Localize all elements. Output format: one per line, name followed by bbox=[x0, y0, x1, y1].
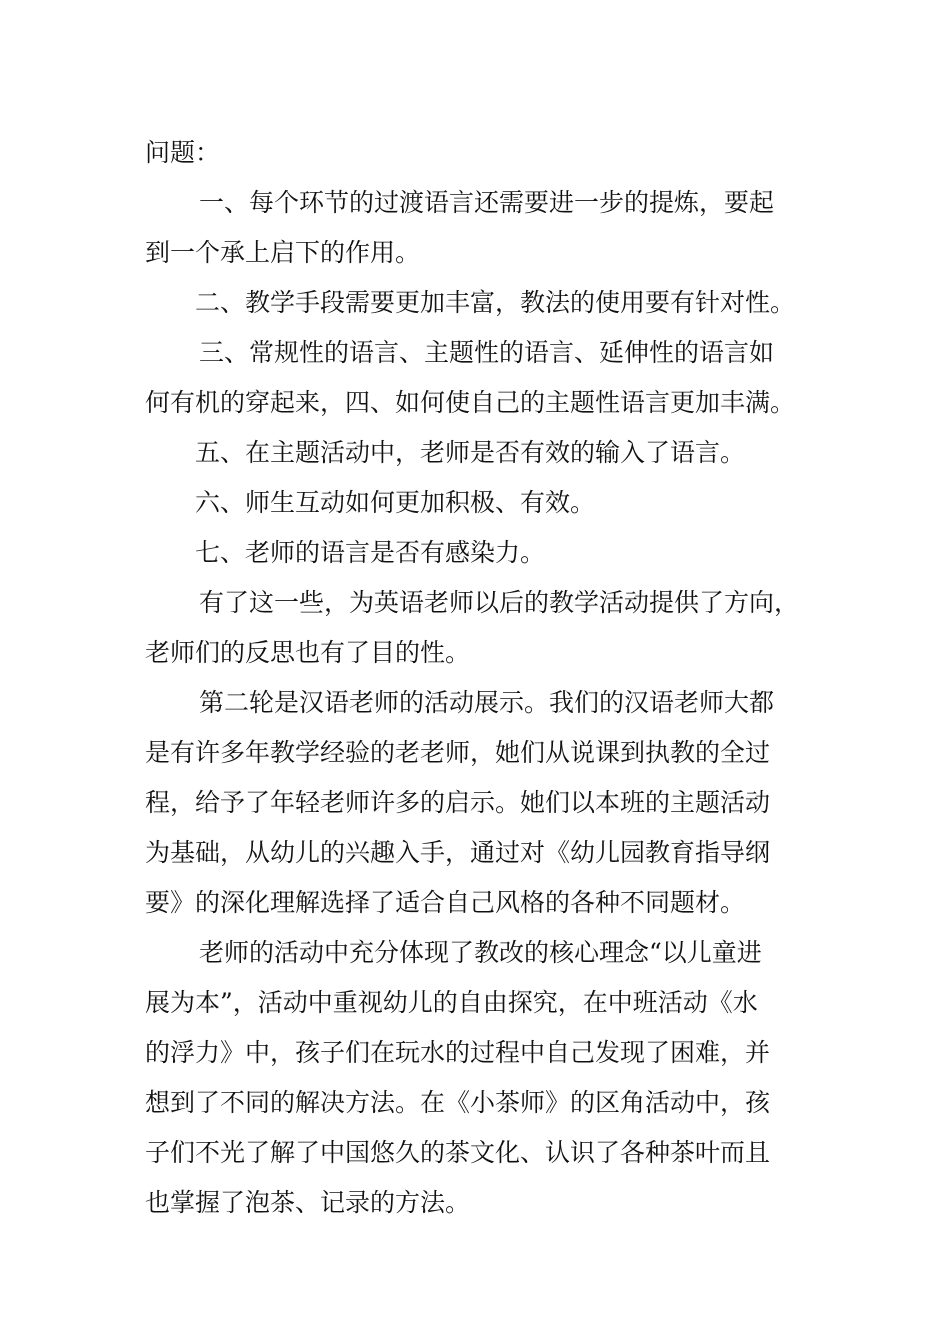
paragraph-7 bbox=[145, 578, 815, 678]
paragraph-2 bbox=[145, 278, 815, 328]
paragraph-line: 老师的活动中充分体现了教改的核心理念“以儿童进 bbox=[199, 938, 762, 967]
paragraph-line: 七、老师的语言是否有感染力。 bbox=[195, 538, 546, 567]
paragraph-6 bbox=[145, 528, 815, 578]
paragraph-line: 何有机的穿起来，四、如何使自己的主题性语言更加丰满。 bbox=[145, 388, 796, 417]
paragraph-line: 三、常规性的语言、主题性的语言、延伸性的语言如 bbox=[199, 338, 775, 367]
paragraph-line: 程，给予了年轻老师许多的启示。她们以本班的主题活动 bbox=[145, 788, 771, 817]
paragraph-line: 展为本”，活动中重视幼儿的自由探究，在中班活动《水 bbox=[145, 988, 758, 1017]
paragraph-line: 也掌握了泡茶、记录的方法。 bbox=[145, 1188, 471, 1217]
paragraph-line: 第二轮是汉语老师的活动展示。我们的汉语老师大都 bbox=[199, 688, 775, 717]
paragraph-line: 五、在主题活动中，老师是否有效的输入了语言。 bbox=[195, 438, 746, 467]
paragraph-9 bbox=[145, 928, 815, 1228]
paragraph-line: 有了这一些，为英语老师以后的教学活动提供了方向， bbox=[199, 588, 800, 617]
paragraph-line: 要》的深化理解选择了适合自己风格的各种不同题材。 bbox=[145, 888, 746, 917]
paragraph-line: 子们不光了解了中国悠久的茶文化、认识了各种茶叶而且 bbox=[145, 1138, 771, 1167]
paragraph-line: 一、每个环节的过渡语言还需要进一步的提炼，要起 bbox=[199, 188, 775, 217]
paragraph-3 bbox=[145, 328, 815, 428]
paragraph-line: 是有许多年教学经验的老老师，她们从说课到执教的全过 bbox=[145, 738, 771, 767]
paragraph-line: 二、教学手段需要更加丰富，教法的使用要有针对性。 bbox=[195, 288, 796, 317]
paragraph-1 bbox=[145, 178, 815, 278]
paragraph-line: 到一个承上启下的作用。 bbox=[145, 238, 421, 267]
paragraph-line: 为基础，从幼儿的兴趣入手，通过对《幼儿园教育指导纲 bbox=[145, 838, 771, 867]
paragraph-line: 想到了不同的解决方法。在《小茶师》的区角活动中，孩 bbox=[145, 1088, 771, 1117]
paragraph-5 bbox=[145, 478, 815, 528]
paragraph-line: 老师们的反思也有了目的性。 bbox=[145, 638, 471, 667]
section-heading: 问题： bbox=[145, 138, 221, 167]
paragraph-8 bbox=[145, 678, 815, 928]
document-body bbox=[145, 128, 815, 1228]
paragraph-4 bbox=[145, 428, 815, 478]
paragraph-line: 六、师生互动如何更加积极、有效。 bbox=[195, 488, 596, 517]
paragraph-line: 的浮力》中，孩子们在玩水的过程中自己发现了困难，并 bbox=[145, 1038, 771, 1067]
